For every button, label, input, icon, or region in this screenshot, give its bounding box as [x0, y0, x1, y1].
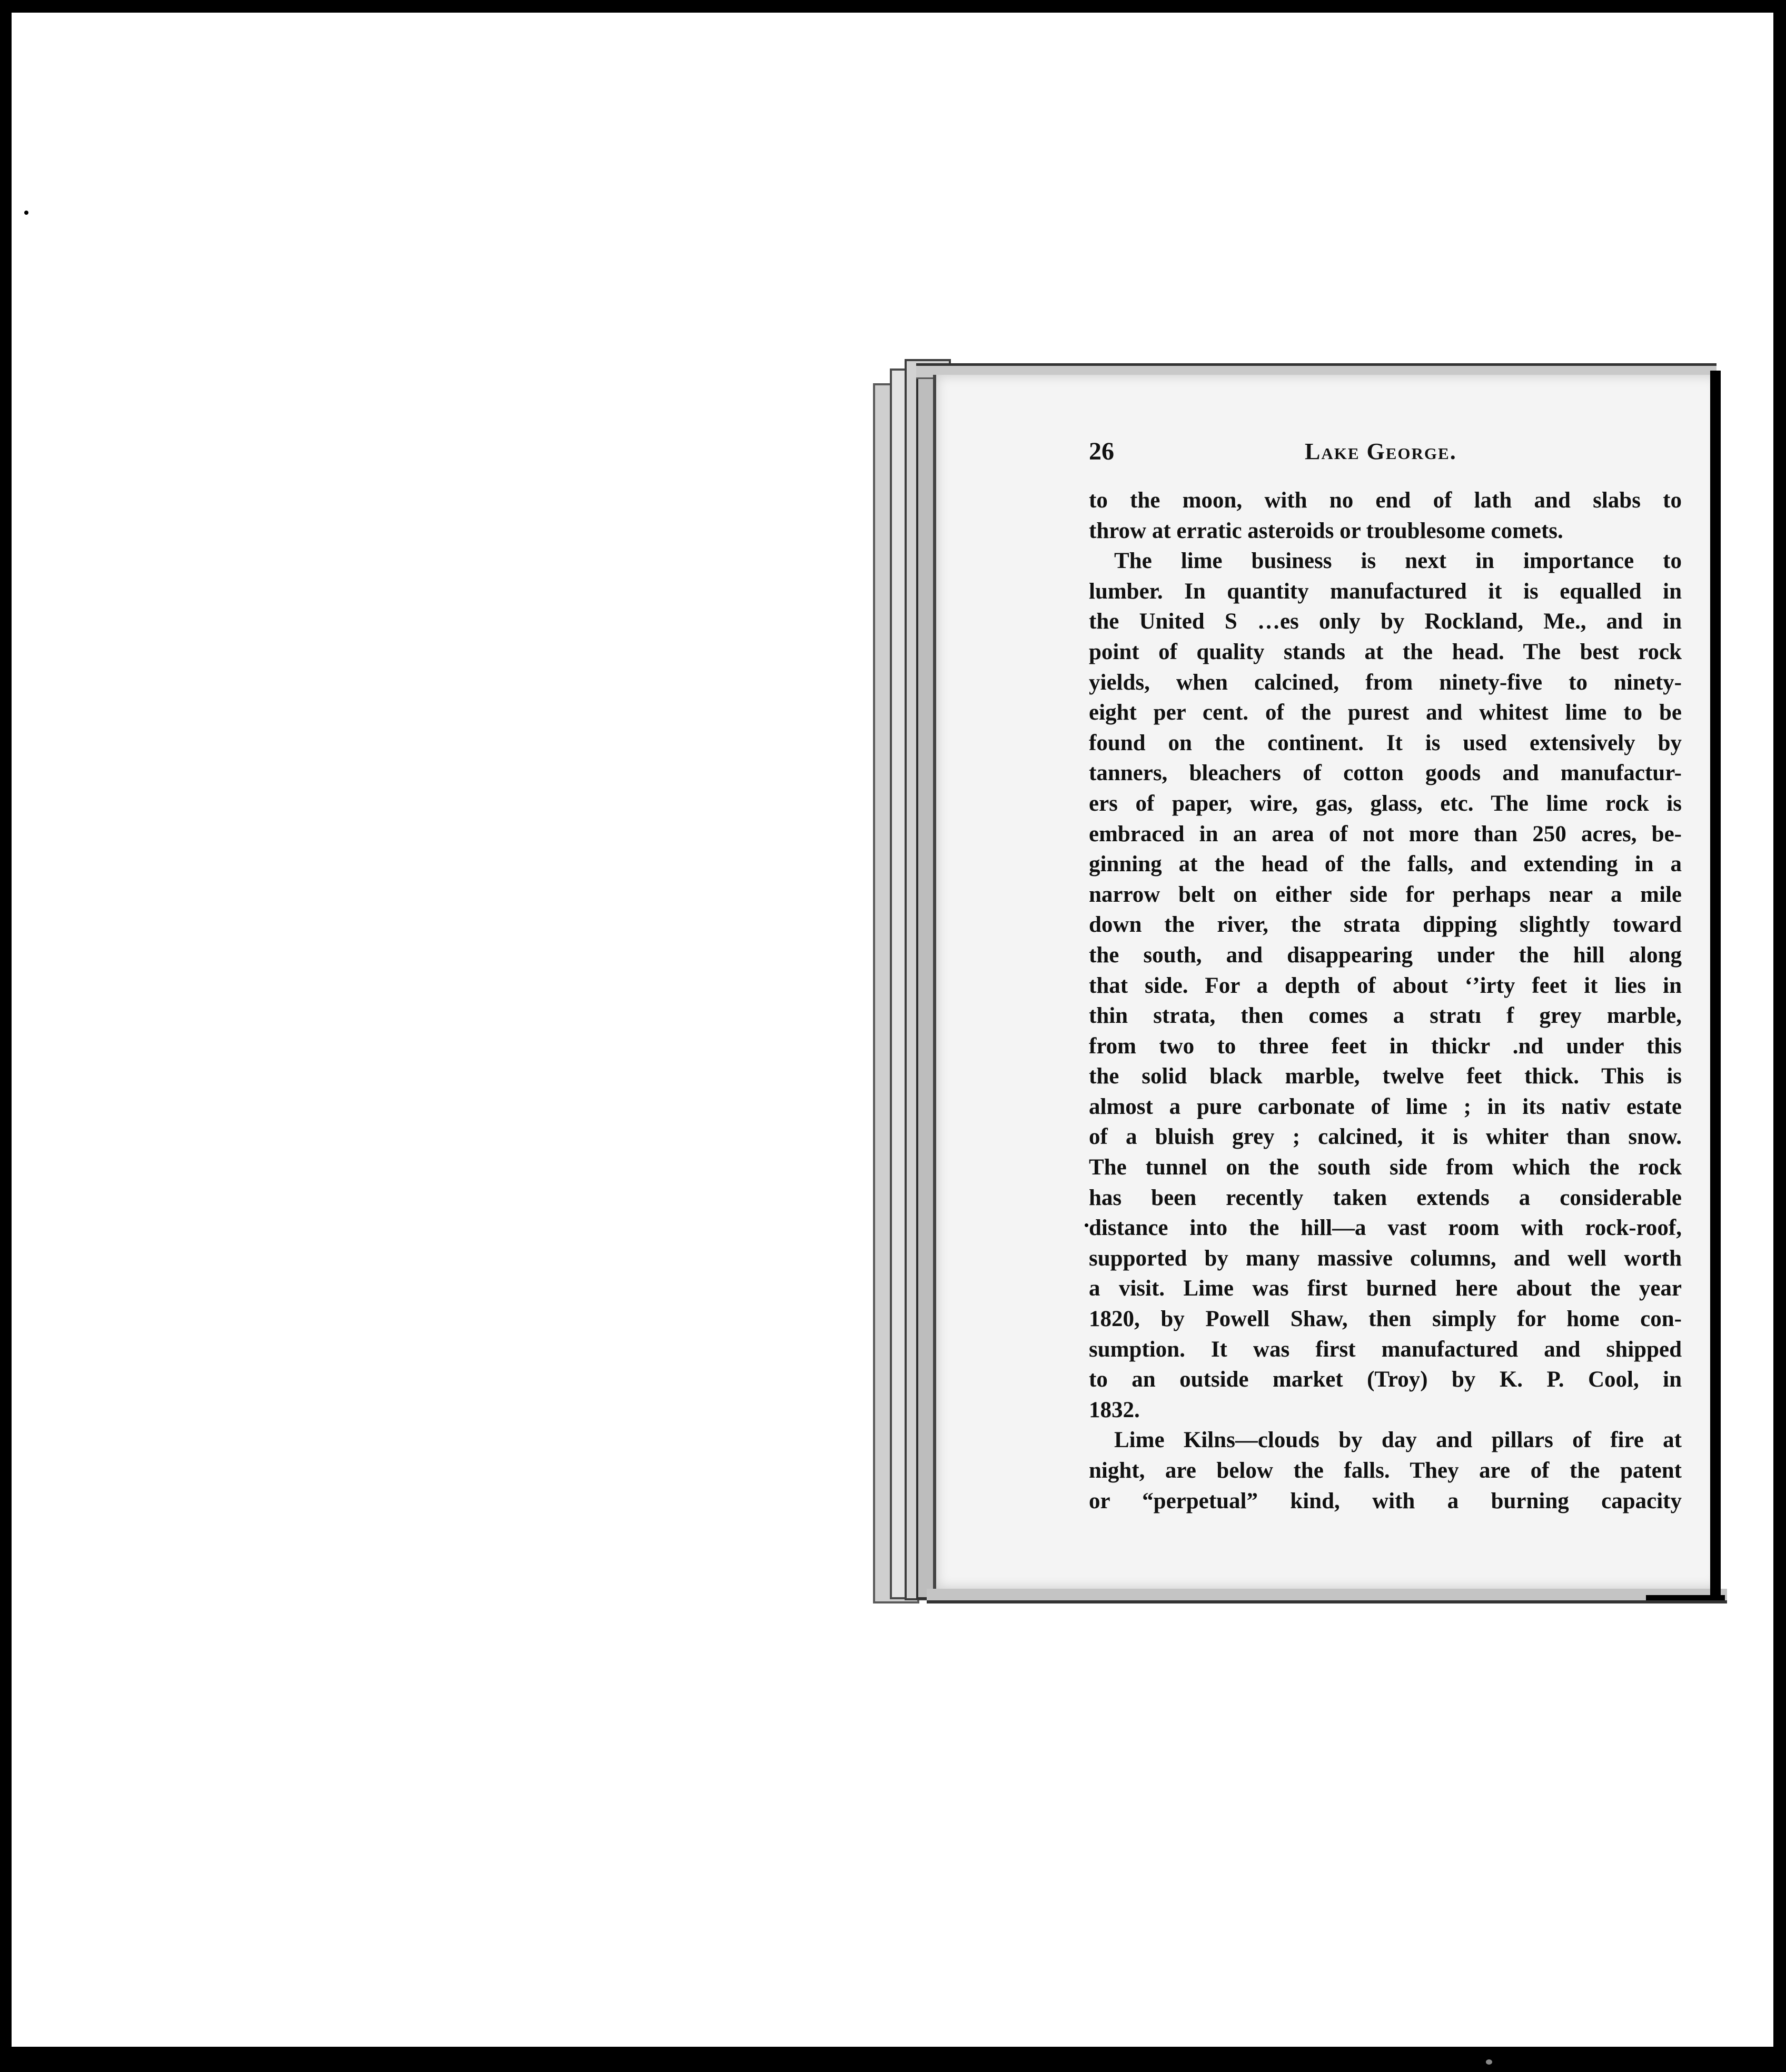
text-line: to an outside market (Troy) by K. P. Cool, in: [1089, 1367, 1682, 1392]
text-line: has been recently taken extends a considerable: [1089, 1185, 1682, 1210]
text-line: of a bluish grey ; calcined, it is whiter than snow.: [1089, 1124, 1682, 1150]
film-border-right: [1773, 0, 1786, 2072]
text-line: almost a pure carbonate of lime ; in its nativ estate: [1089, 1094, 1682, 1119]
text-line: 1832.: [1089, 1397, 1140, 1422]
text-line: lumber. In quantity manufactured it is equalled in: [1089, 579, 1682, 604]
text-line: sumption. It was first manufactured and shipped: [1089, 1337, 1682, 1362]
book-bottom-edge: [927, 1589, 1727, 1603]
text-line: narrow belt on either side for perhaps near a mile: [1089, 882, 1682, 907]
text-line: ers of paper, wire, gas, glass, etc. The lime rock is: [1089, 791, 1682, 816]
text-line: supported by many massive columns, and well worth: [1089, 1246, 1682, 1271]
text-line: to the moon, with no end of lath and slabs to: [1089, 488, 1682, 513]
film-border-left: [0, 0, 12, 2072]
text-line: eight per cent. of the purest and whitest lime to be: [1089, 700, 1682, 725]
film-border-bottom: [0, 2047, 1786, 2072]
text-line: from two to three feet in thickr .nd under this: [1089, 1033, 1682, 1059]
text-line: night, are below the falls. They are of the patent: [1089, 1458, 1682, 1483]
text-line: or “perpetual” kind, with a burning capacity: [1089, 1488, 1682, 1513]
text-line: The lime business is next in importance to: [1114, 549, 1682, 574]
film-speck: [1085, 1223, 1088, 1227]
text-line: thin strata, then comes a stratı f grey marble,: [1089, 1003, 1682, 1029]
text-line: distance into the hill—a vast room with rock-roof,: [1089, 1216, 1682, 1241]
film-speck: [1486, 2059, 1492, 2065]
text-line: embraced in an area of not more than 250 acres, be-: [1089, 821, 1682, 846]
text-line: that side. For a depth of about ‘ʼirty feet it lies in: [1089, 973, 1682, 998]
text-line: yields, when calcined, from ninety-five to ninety-: [1089, 670, 1682, 695]
text-line: down the river, the strata dipping slightly toward: [1089, 912, 1682, 938]
text-line: ginning at the head of the falls, and extending in a: [1089, 852, 1682, 877]
page-header: [1089, 437, 1557, 469]
page-number: 26: [1089, 437, 1114, 465]
text-line: the solid black marble, twelve feet thick. This is: [1089, 1064, 1682, 1089]
text-line: The tunnel on the south side from which the rock: [1089, 1155, 1682, 1180]
text-line: a visit. Lime was first burned here about the year: [1089, 1276, 1682, 1301]
film-border-top: [0, 0, 1786, 13]
text-line: found on the continent. It is used extensively by: [1089, 730, 1682, 755]
text-line: tanners, bleachers of cotton goods and manufactur-: [1089, 761, 1682, 786]
film-speck: [24, 211, 28, 215]
body-text: [1089, 485, 1682, 1516]
book-page: [933, 375, 1720, 1589]
text-line: Lime Kilns—clouds by day and pillars of fire at: [1114, 1428, 1682, 1453]
text-line: point of quality stands at the head. The best rock: [1089, 639, 1682, 664]
running-head: Lake George.: [1305, 439, 1457, 464]
cover-corner: [1646, 1595, 1725, 1600]
text-line: the south, and disappearing under the hill along: [1089, 942, 1682, 968]
text-line: 1820, by Powell Shaw, then simply for home con-: [1089, 1307, 1682, 1332]
facing-page-edge: [1710, 371, 1721, 1597]
text-line: throw at erratic asteroids or troublesome comets.: [1089, 518, 1563, 543]
text-line: the United S …es only by Rockland, Me., and in: [1089, 609, 1682, 634]
